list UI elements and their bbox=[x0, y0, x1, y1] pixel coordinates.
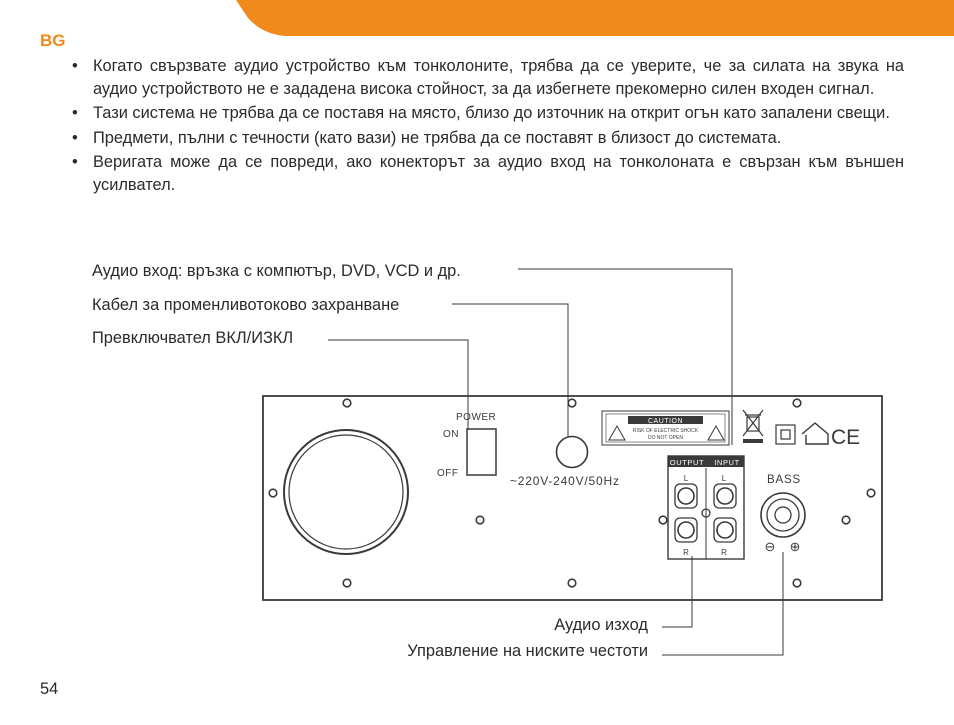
callout-ac-cable: Кабел за променливотоково захранване bbox=[92, 296, 400, 314]
jack-label-r: R bbox=[683, 548, 689, 557]
callout-audio-output: Аудио изход bbox=[554, 616, 648, 634]
bullet-text: Веригата може да се повреди, ако конекторът за аудио вход на тонколоната е свързан към външен усилвател. bbox=[93, 153, 904, 194]
bullet-text: Предмети, пълни с течности (като вази) не трябва да се поставят в близост до системата. bbox=[93, 128, 782, 147]
weee-bin-icon bbox=[743, 410, 763, 443]
indoor-use-icon bbox=[802, 423, 828, 444]
screw-icon bbox=[842, 516, 850, 524]
caution-label bbox=[602, 411, 729, 445]
screw-icon bbox=[343, 579, 351, 587]
double-insulation-icon bbox=[776, 425, 795, 444]
power-label: POWER bbox=[456, 412, 497, 423]
caution-line2: DO NOT OPEN bbox=[648, 435, 683, 441]
ce-mark: CE bbox=[831, 426, 861, 449]
panel-frame bbox=[263, 396, 882, 600]
screw-icon bbox=[568, 579, 576, 587]
bullet-marker: • bbox=[72, 104, 78, 122]
screw-icon bbox=[343, 399, 351, 407]
ac-inlet bbox=[510, 437, 620, 489]
page-number: 54 bbox=[40, 680, 59, 698]
callout-audio-input: Аудио вход: връзка с компютър, DVD, VCD и др. bbox=[92, 262, 461, 280]
screw-icon bbox=[659, 516, 667, 524]
bullet-marker: • bbox=[72, 128, 78, 147]
rocker-switch[interactable] bbox=[467, 429, 496, 475]
caution-title: CAUTION bbox=[648, 418, 683, 425]
language-code: BG bbox=[40, 31, 66, 50]
input-label: INPUT bbox=[714, 458, 740, 467]
screw-icon bbox=[476, 516, 484, 524]
output-label: OUTPUT bbox=[669, 458, 705, 467]
off-label: OFF bbox=[437, 468, 459, 479]
bass-port bbox=[284, 430, 408, 554]
screw-icon bbox=[269, 489, 277, 497]
bullet-text: Когато свързвате аудио устройство към тонколоните, трябва да се уверите, че за силата на звука на аудио устройството не е зададена висока стойност, за да избегнете прекомерно силен входен сигнал. bbox=[93, 57, 904, 98]
bass-control[interactable] bbox=[761, 474, 805, 554]
plus-icon: ⊕ bbox=[789, 539, 801, 554]
jack-label-l: L bbox=[683, 474, 689, 483]
caution-line1: RISK OF ELECTRIC SHOCK bbox=[632, 428, 699, 434]
warning-triangle-icon bbox=[609, 426, 625, 440]
bullet-marker: • bbox=[72, 57, 78, 75]
screw-icon bbox=[867, 489, 875, 497]
jack-label-r: R bbox=[721, 548, 727, 557]
screw-icon bbox=[793, 579, 801, 587]
power-switch[interactable] bbox=[437, 412, 496, 479]
warning-triangle-icon bbox=[708, 426, 724, 440]
voltage-label: ~220V-240V/50Hz bbox=[510, 474, 620, 488]
minus-icon: ⊖ bbox=[764, 539, 776, 554]
on-label: ON bbox=[443, 429, 459, 440]
callout-bass-control: Управление на ниските честоти bbox=[407, 642, 648, 660]
bullet-marker: • bbox=[72, 153, 78, 171]
audio-jack-panel bbox=[668, 456, 744, 559]
bullet-text: Тази система не трябва да се поставя на място, близо до източник на открит огън като запалени свещи. bbox=[93, 104, 890, 122]
bass-label: BASS bbox=[767, 474, 801, 486]
screw-icon bbox=[568, 399, 576, 407]
screw-icon bbox=[793, 399, 801, 407]
jack-label-l: L bbox=[721, 474, 727, 483]
callout-power-switch: Превключвател ВКЛ/ИЗКЛ bbox=[92, 329, 294, 347]
